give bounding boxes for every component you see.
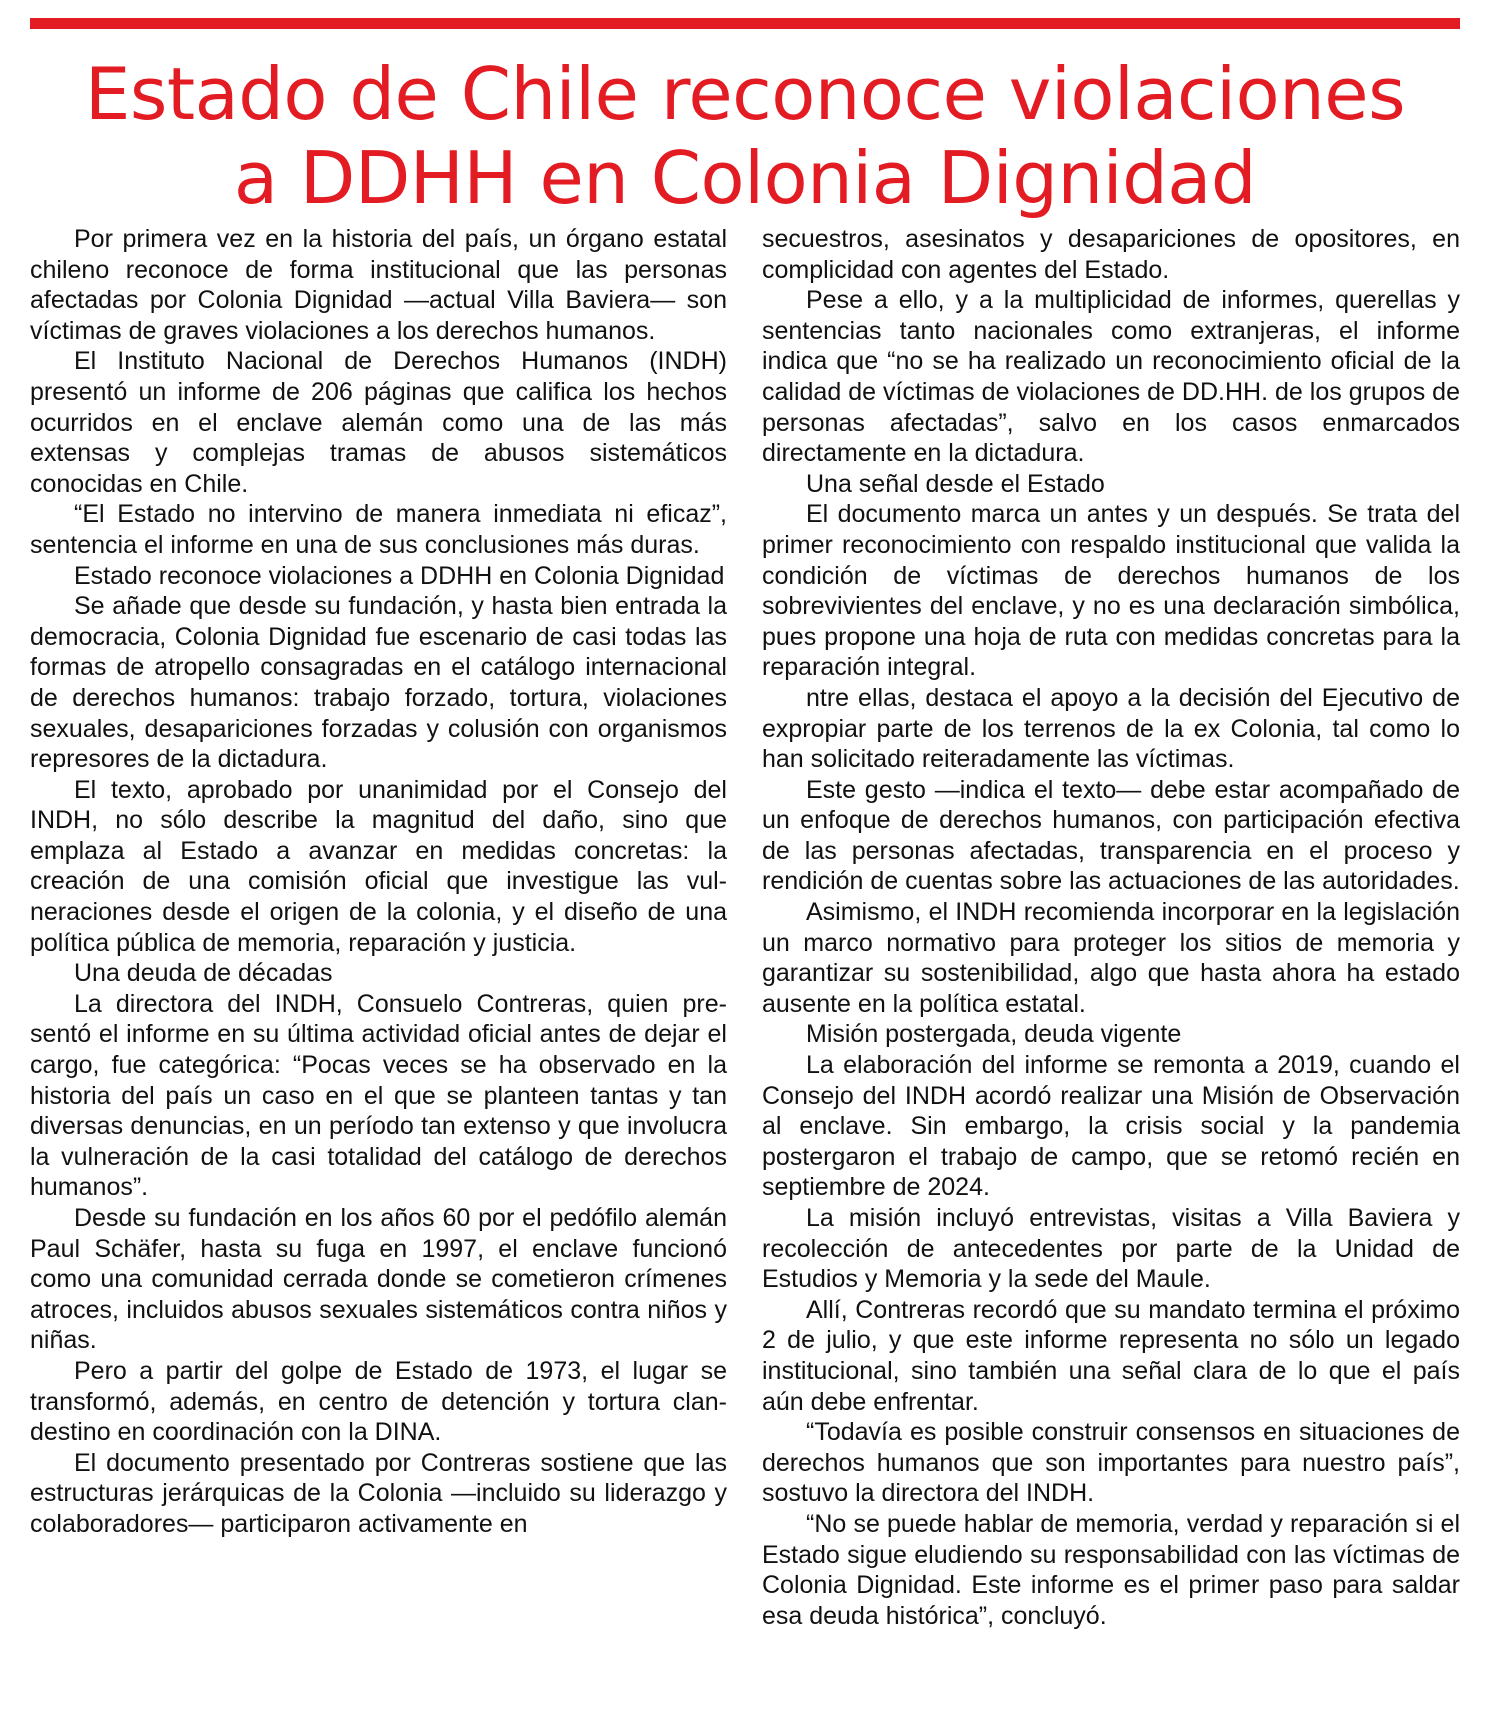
left-column [30,224,727,1540]
paragraph: ntre ellas, destaca el apoyo a la decisión del Ejecutivo de expropiar parte de los terrenos de la ex Colonia, tal como lo han solicitado reiteradamente las víctimas. [762,683,1460,774]
top-red-rule [30,18,1460,29]
paragraph: Pese a ello, y a la multiplicidad de informes, querellas y sentencias tanto nacionales como extranjeras, el informe indica que “no se ha realizado un reconocimiento oficial de la calidad de víctimas de violaciones de DD.HH. de los grupos de personas afectadas”, salvo en los casos enmarcados directamente en la dictadura. [762,286,1460,468]
paragraph-continued: secuestros, asesinatos y desapariciones de opositores, en complicidad con agentes del Estado. [762,225,1460,284]
paragraph: Este gesto —indica el texto— debe estar acompañado de un enfoque de derechos humanos, con participación efectiva de las personas afectadas, transparencia en el proceso y rendición de cuentas sobre las actuaciones de las autoridades. [762,775,1460,896]
paragraph: La elaboración del informe se remonta a 2019, cuando el Consejo del INDH acordó realizar una Misión de Observación al enclave. Sin embargo, la crisis social y la pandemia postergaron el trabajo de campo, que se retomó recién en septiembre de 2024. [762,1051,1460,1202]
paragraph: Pero a partir del golpe de Estado de 1973, el lugar se transformó, además, en centro de detención y tortura clandestino en coordinación con la DINA. [30,1356,727,1447]
paragraph: “El Estado no intervino de manera inmediata ni eficaz”, sentencia el informe en una de sus conclusiones más duras. [30,500,727,559]
subheading: Una señal desde el Estado [806,469,1105,498]
paragraph: El documento marca un antes y un después. Se trata del primer reconocimiento con respaldo institucional que valida la condición de víctimas de derechos humanos de los sobrevivientes del enclave, y no es una declaración simbólica, pues propone una hoja de ruta con medidas concretas para la reparación integral. [762,500,1460,682]
paragraph: Por primera vez en la historia del país, un órgano estatal chileno reconoce de forma institucional que las personas afectadas por Colonia Dignidad —actual Villa Baviera— son víctimas de graves violaciones a los derechos humanos. [30,225,727,345]
subheading: Estado reconoce violaciones a DDHH en Colonia Dignidad [74,561,725,590]
paragraph: Desde su fundación en los años 60 por el pedófilo alemán Paul Schäfer, hasta su fuga en 1997, el enclave funcionó como una comunidad cerrada donde se cometieron crímenes atroces, incluidos abusos sexuales sistemáticos contra niños y niñas. [30,1204,727,1355]
headline [30,52,1460,220]
paragraph: El documento presentado por Contreras sostiene que las estructuras jerárquicas de la Colonia —incluido su liderazgo y colaboradores— participaron activamente en [30,1448,727,1538]
subheading: Misión postergada, deuda vigente [806,1020,1182,1049]
paragraph: El Instituto Nacional de Derechos Humanos (INDH) presentó un informe de 206 páginas que califica los hechos ocurridos en el enclave alemán como una de las más extensas y complejas tramas de abusos sistemáticos conocidas en Chile. [30,347,727,498]
headline-line-1: Estado de Chile reconoce violaciones [84,52,1406,136]
paragraph: Asimismo, el INDH recomienda incorporar en la legislación un marco normativo para proteger los sitios de memoria y garantizar su sostenibilidad, algo que hasta ahora ha estado ausente en la política estatal. [762,898,1460,1018]
paragraph: Se añade que desde su fundación, y hasta bien entrada la democracia, Colonia Dignidad fue escenario de casi todas las formas de atropello consagradas en el catálogo internacional de derechos humanos: trabajo forzado, tortura, violaciones sexuales, desapariciones forzadas y colusión con organismos represores de la dictadura. [30,592,727,774]
right-column [762,224,1460,1631]
paragraph: Allí, Contreras recordó que su mandato termina el próximo 2 de julio, y que este informe representa no sólo un legado institucional, sino también una señal clara de lo que el país aún debe enfrentar. [762,1295,1460,1416]
headline-line-2: a DDHH en Colonia Dignidad [233,136,1257,220]
paragraph: El texto, aprobado por unanimidad por el Consejo del INDH, no sólo describe la magnitud del daño, sino que emplaza al Estado a avanzar en medidas concretas: la creación de una comisión oficial que investigue las vulneraciones desde el origen de la colonia, y el diseño de una política pública de memoria, reparación y justicia. [30,775,727,957]
paragraph: “Todavía es posible construir consensos en situaciones de derechos humanos que son importantes para nuestro país”, sostuvo la directora del INDH. [762,1418,1460,1508]
subheading: Una deuda de décadas [74,959,333,988]
paragraph: La directora del INDH, Consuelo Contreras, quien presentó el informe en su última actividad oficial antes de dejar el cargo, fue categórica: “Pocas veces se ha observado en la historia del país un caso en el que se planteen tantas y tan diversas denuncias, en un período tan extenso y que involucra la vulneración de la casi totalidad del catálogo de derechos humanos”. [30,989,727,1202]
paragraph: La misión incluyó entrevistas, visitas a Villa Baviera y recolección de antecedentes por parte de la Unidad de Estudios y Memoria y la sede del Maule. [762,1204,1460,1294]
paragraph: “No se puede hablar de memoria, verdad y reparación si el Estado sigue eludiendo su responsabilidad con las víctimas de Colonia Dignidad. Este informe es el primer paso para saldar esa deuda histórica”, concluyó. [762,1509,1460,1630]
